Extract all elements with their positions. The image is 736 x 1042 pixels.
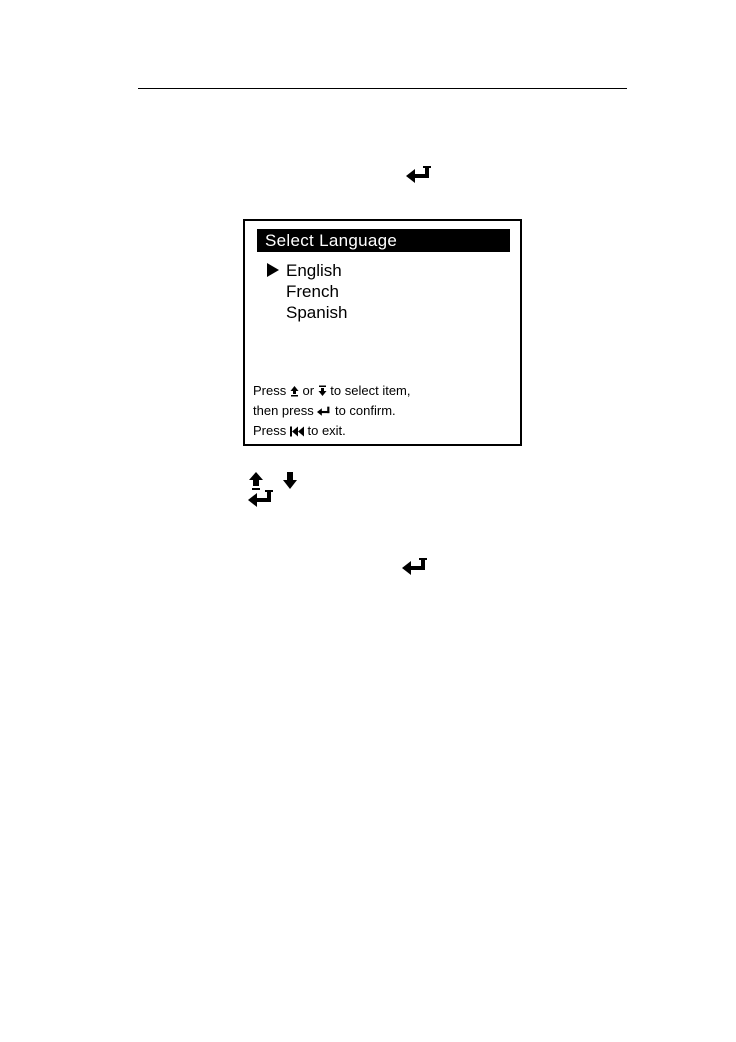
screen-title: Select Language — [257, 229, 510, 252]
help-line-select — [253, 381, 411, 401]
enter-arrow-icon — [402, 558, 428, 576]
up-arrow-icon — [249, 471, 263, 491]
down-arrow-icon — [318, 385, 327, 397]
menu-item-label: English — [286, 261, 342, 280]
enter-arrow-icon — [317, 406, 331, 417]
down-arrow-icon — [283, 471, 297, 491]
help-text-fragment: Press — [253, 423, 287, 438]
help-text-fragment: or — [302, 383, 315, 398]
menu-item-label: Spanish — [286, 303, 348, 322]
menu-item-english[interactable] — [265, 260, 347, 281]
help-text-fragment: Press — [253, 383, 287, 398]
right-triangle-icon — [267, 263, 279, 277]
menu-item-label: French — [286, 282, 339, 301]
enter-arrow-icon — [406, 166, 432, 184]
language-menu — [265, 260, 347, 323]
menu-item-spanish[interactable] — [265, 302, 347, 323]
enter-arrow-icon — [248, 490, 274, 508]
help-text-fragment: to confirm. — [334, 403, 396, 418]
scan-tool-screen — [243, 219, 522, 446]
help-text-fragment: to exit. — [307, 423, 346, 438]
help-text-fragment: then press — [253, 403, 314, 418]
help-line-confirm — [253, 401, 411, 421]
help-text-fragment: to select item, — [330, 383, 411, 398]
help-text — [253, 381, 411, 441]
header-rule — [138, 88, 627, 89]
up-arrow-icon — [290, 385, 299, 397]
menu-item-french[interactable] — [265, 281, 347, 302]
skip-back-icon — [290, 426, 304, 437]
help-line-exit — [253, 421, 411, 441]
